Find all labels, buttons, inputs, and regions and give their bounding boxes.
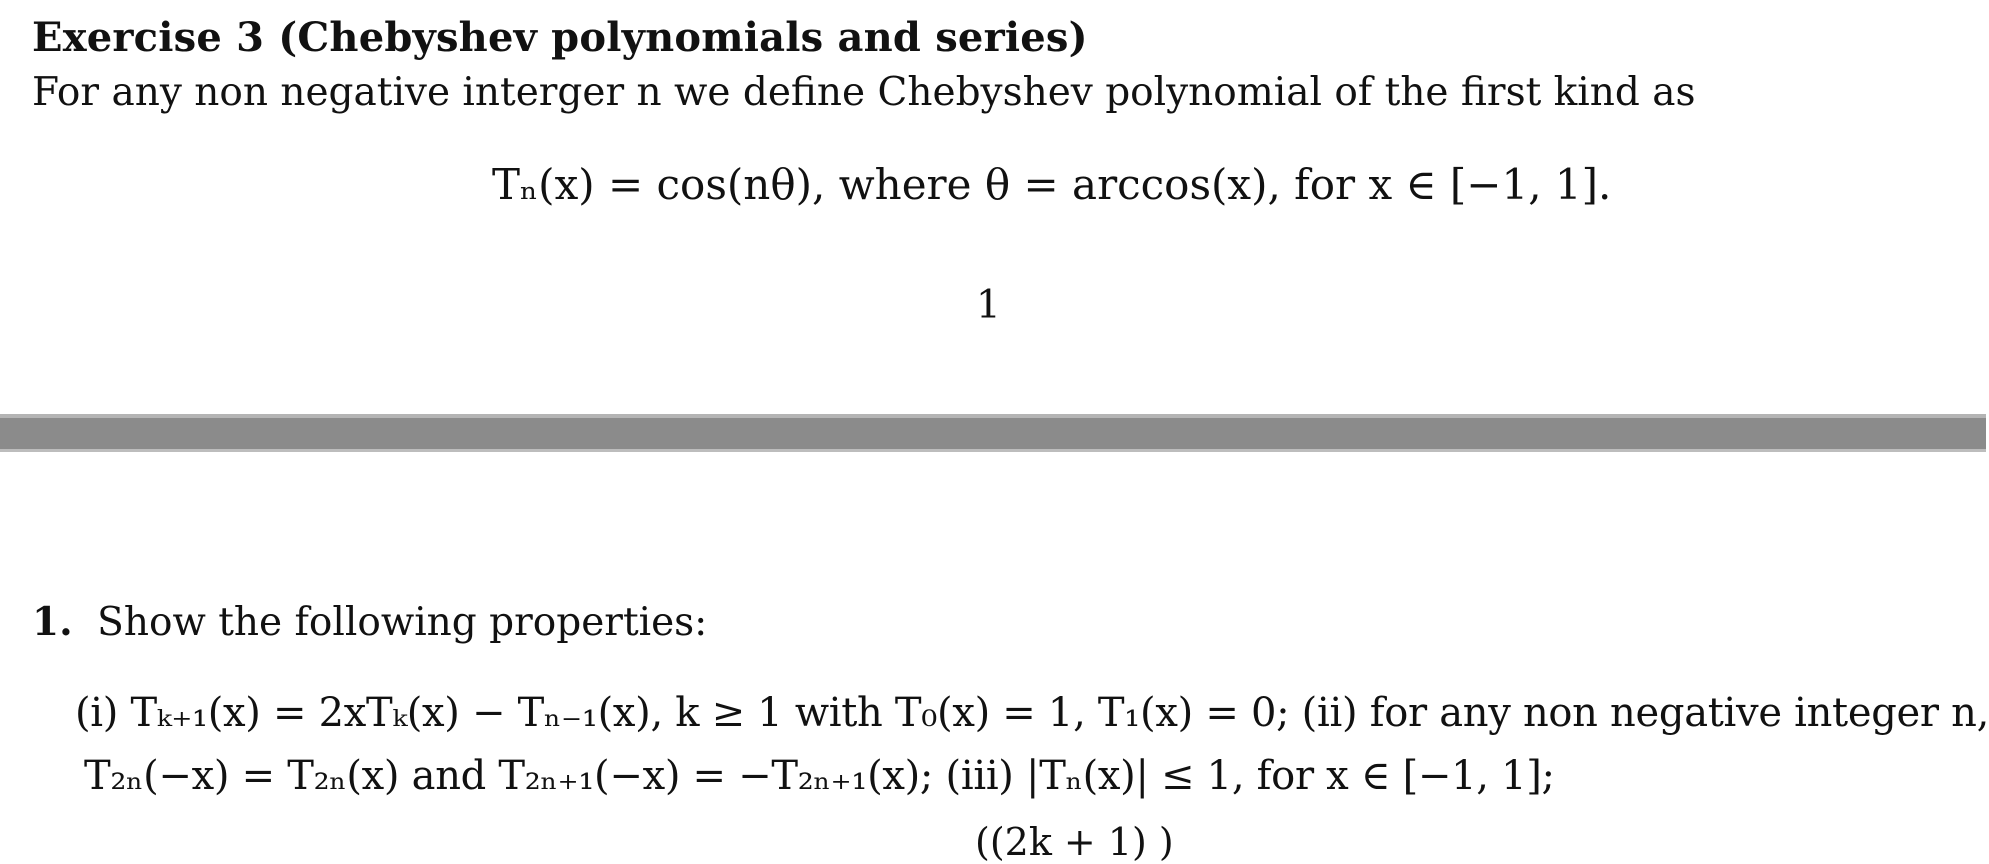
chebyshev-definition-equation: Tₙ(x) = cos(nθ), where θ = arccos(x), for x ∈ [−1, 1]. [492, 160, 1612, 209]
question-number: 1. [32, 599, 73, 645]
exercise-title: Exercise 3 (Chebyshev polynomials and series) [32, 14, 1088, 61]
properties-line-2: T₂ₙ(−x) = T₂ₙ(x) and T₂ₙ₊₁(−x) = −T₂ₙ₊₁(x); (iii) |Tₙ(x)| ≤ 1, for x ∈ [−1, 1]; [84, 753, 1555, 799]
cut-off-equation-fragment: ((2k + 1) ) [975, 820, 1174, 864]
page-2 [0, 452, 1989, 864]
intro-text: For any non negative interger n we define Chebyshev polynomial of the first kind as [32, 70, 1696, 115]
page-separator [0, 414, 1986, 452]
question-1 [32, 599, 707, 645]
page-1 [0, 0, 1986, 414]
question-text: Show the following properties: [97, 600, 708, 645]
page-number: 1 [976, 283, 1001, 328]
properties-line-1: (i) Tₖ₊₁(x) = 2xTₖ(x) − Tₙ₋₁(x), k ≥ 1 with T₀(x) = 1, T₁(x) = 0; (ii) for any non negative integer n, [75, 690, 1989, 736]
